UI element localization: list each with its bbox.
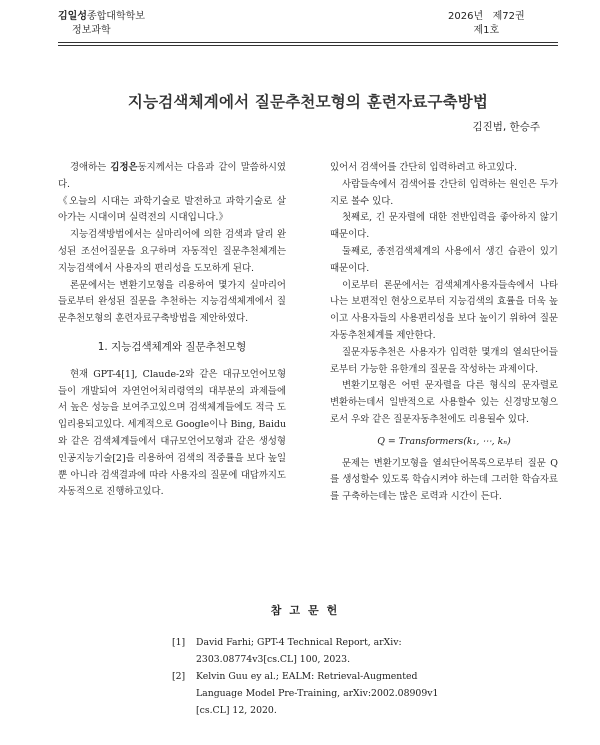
- article-authors: 김진범, 한승주: [472, 121, 540, 133]
- reference-number: [1]: [172, 637, 186, 648]
- reference-item: [172, 634, 452, 668]
- paragraph: 사람들속에서 검색어를 간단히 입력하는 원인은 두가지로 볼수 있다.: [330, 178, 558, 207]
- paragraph: 질문자동추천은 사용자가 입력한 몇개의 열쇠단어들로부터 가능한 유한개의 질문을 작성하는 과제이다.: [330, 346, 558, 375]
- quotation: 《오늘의 시대는 과학기술로 발전하고 과학기술로 살아가는 시대이며 실력전의 시대입니다.》: [58, 195, 286, 224]
- paragraph: 변환기모형은 어떤 문자렬을 다른 형식의 문자렬로 변환하는데서 일반적으로 사용할수 있는 신경망모형으로서 우와 같은 질문자동추천에도 리용될수 있다.: [330, 380, 558, 425]
- header-rule-bottom: [58, 45, 558, 46]
- references-list: [172, 634, 452, 719]
- article-title: 지능검색체계에서 질문추천모형의 훈련자료구축방법: [127, 93, 489, 111]
- paragraph: 현재 GPT-4[1], Claude-2와 같은 대규모언어모형들이 개발되여 자연언어처리령역의 대부분의 과제들에서 높은 성능을 보여주고있으며 검색체계들에도 적극 도입리용되고있다. 세계적으로 Google이나 Bing, Baidu와 같은 검색체계들에서 대규모언어모형과 같은 생성형인공지능기술[2]을 리용하여 검색의 적중률을 보다 높일뿐 아니라 검색결과에 따라 사용자의 질문에 대답까지도 자동적으로 진행하고있다.: [58, 368, 286, 498]
- paragraph: 론문에서는 변환기모형을 리용하여 몇가지 실마리어들로부터 완성된 질문을 추천하는 지능검색체계에서 질문추천모형의 훈련자료구축방법을 제안하였다.: [58, 279, 286, 325]
- paragraph: 있어서 검색어를 간단히 입력하려고 하고있다.: [330, 162, 517, 173]
- paragraph: 첫째로, 긴 문자렬에 대한 전반입력을 좋아하지 않기때문이다.: [330, 212, 558, 241]
- intro-rest: 동지께서는 다음과 같이 말씀하시였다.: [58, 162, 286, 190]
- references-title: 참고문헌: [270, 604, 346, 617]
- left-column: [58, 160, 286, 501]
- journal-series: 정보과학: [72, 25, 111, 36]
- reference-number: [2]: [172, 671, 186, 682]
- formula: Q = Transformers(k₁, ⋯, kₙ): [377, 435, 511, 447]
- paragraph: 지능검색방법에서는 실마리어에 의한 검색과 달리 완성된 조선어질문을 요구하며 자동적인 질문추천체계는 지능검색에서 사용자의 편리성을 도모하게 된다.: [58, 229, 286, 274]
- university-name-bold: 김일성: [58, 11, 87, 22]
- year-volume: 2026년 제72권: [448, 11, 525, 22]
- reference-text: David Farhi; GPT-4 Technical Report, arXiv: 2303.08774v3[cs.CL] 100, 2023.: [196, 637, 402, 665]
- right-column: [330, 160, 558, 506]
- leader-name: 김정은: [110, 162, 138, 173]
- issue-number: 제1호: [473, 25, 500, 36]
- intro-paragraph: [58, 160, 286, 194]
- reference-text: Kelvin Guu ey al.; EALM: Retrieval-Augmented Language Model Pre-Training, arXiv:2002.08909v1 [cs.CL] 12, 2020.: [196, 671, 439, 716]
- paragraph: 문제는 변환기모형을 열쇠단어목록으로부터 질문 Q를 생성할수 있도록 학습시켜야 하는데 그러한 학습자료를 구축하는데는 많은 로력과 시간이 든다.: [330, 457, 558, 503]
- intro-lead: 경애하는: [70, 162, 111, 173]
- university-name: 종합대학학보: [86, 11, 145, 22]
- section-heading: 1. 지능검색체계와 질문추천모형: [97, 340, 247, 353]
- paragraph: 둘째로, 종전검색체계의 사용에서 생긴 습관이 있기때문이다.: [330, 245, 558, 274]
- journal-header: [58, 10, 145, 38]
- issue-info: [448, 10, 525, 38]
- reference-item: [172, 668, 452, 719]
- header-rule-top: [58, 42, 558, 43]
- paragraph: 이로부터 론문에서는 검색체계사용자들속에서 나타나는 보편적인 현상으로부터 지능검색의 효률을 더욱 높이고 사용자들의 사용편리성을 보다 높이기 위하여 질문자동추천체계를 제안한다.: [330, 279, 558, 341]
